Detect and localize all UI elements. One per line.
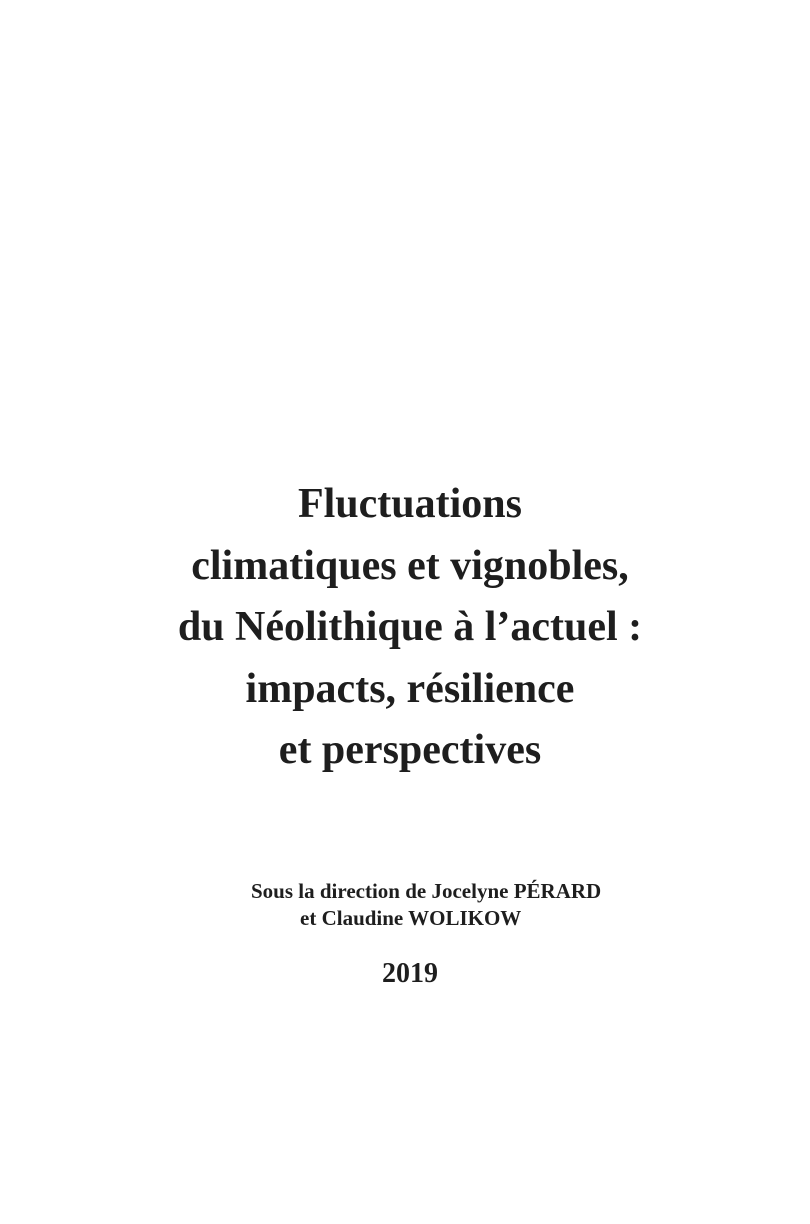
title-line-2: climatiques et vignobles, [191,542,629,589]
editors-credit [251,878,601,932]
title-line-4: impacts, résilience [245,665,575,712]
book-title [0,474,810,782]
title-line-5: et perspectives [278,727,542,773]
title-line-1: Fluctuations [297,481,523,527]
editors-line-2: et Claudine WOLIKOW [300,906,522,930]
title-line-3: du Néolithique à l’actuel : [177,604,643,650]
publication-year: 2019 [382,958,438,989]
editors-line-1: Sous la direction de Jocelyne PÉRARD [251,879,602,903]
